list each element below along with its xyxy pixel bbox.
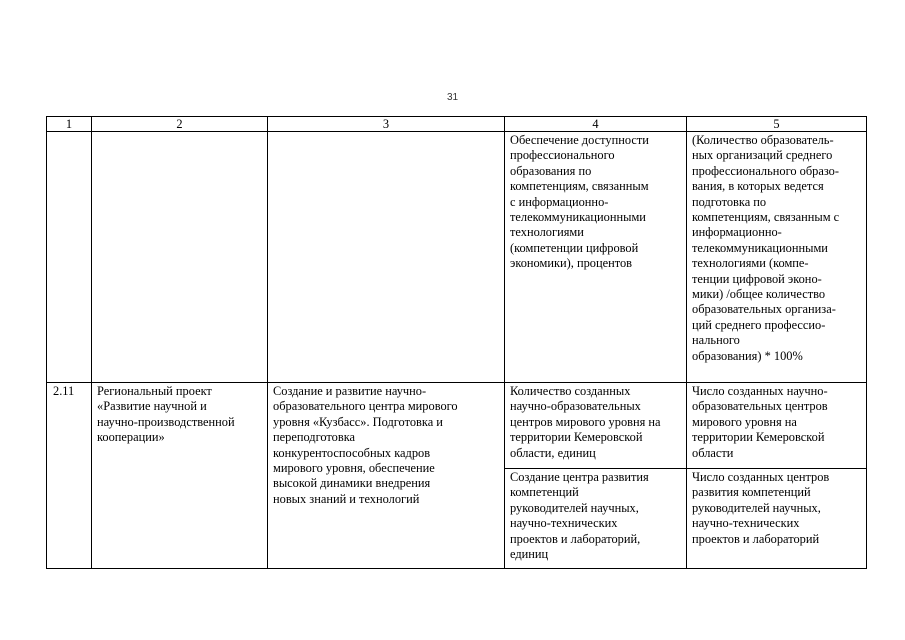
indicator-method-cell: (Количество образователь- ных организаций среднего профессионального образо- вания, в которых ведется подготовка по компетенциям, связанным с информационно- телекоммуникационными технологиями (компе- тенции цифровой эконо- мики) /общее количество образовательных организа- ций среднего профессио- нального образования) * 100% [687, 132, 867, 383]
indicator-method-cell: Число созданных научно- образовательных центров мирового уровня на территории Кемеровской области [687, 383, 867, 469]
column-header-3: 3 [268, 117, 505, 132]
row-number-cell [47, 132, 92, 383]
table-row [47, 132, 867, 383]
indicators-table [46, 116, 867, 569]
project-name-cell: Региональный проект «Развитие научной и научно-производственной кооперации» [92, 383, 268, 569]
table-header-row [47, 117, 867, 132]
column-header-5: 5 [687, 117, 867, 132]
project-goal-cell [268, 132, 505, 383]
column-header-2: 2 [92, 117, 268, 132]
column-header-1: 1 [47, 117, 92, 132]
indicator-name-cell: Создание центра развития компетенций руководителей научных, научно-технических проектов и лабораторий, единиц [505, 469, 687, 569]
indicator-name-cell: Количество созданных научно-образовательных центров мирового уровня на территории Кемеровской области, единиц [505, 383, 687, 469]
project-name-cell [92, 132, 268, 383]
row-number-cell: 2.11 [47, 383, 92, 569]
project-goal-cell: Создание и развитие научно- образовательного центра мирового уровня «Кузбасс». Подготовка и переподготовка конкурентоспособных кадров мирового уровня, обеспечение высокой динамики внедрения новых знаний и технологий [268, 383, 505, 569]
page-number: 31 [446, 92, 459, 103]
indicator-method-cell: Число созданных центров развития компетенций руководителей научных, научно-технических проектов и лабораторий [687, 469, 867, 569]
indicator-name-cell: Обеспечение доступности профессионального образования по компетенциям, связанным с информационно- телекоммуникационными технологиями (компетенции цифровой экономики), процентов [505, 132, 687, 383]
table-row [47, 383, 867, 469]
column-header-4: 4 [505, 117, 687, 132]
